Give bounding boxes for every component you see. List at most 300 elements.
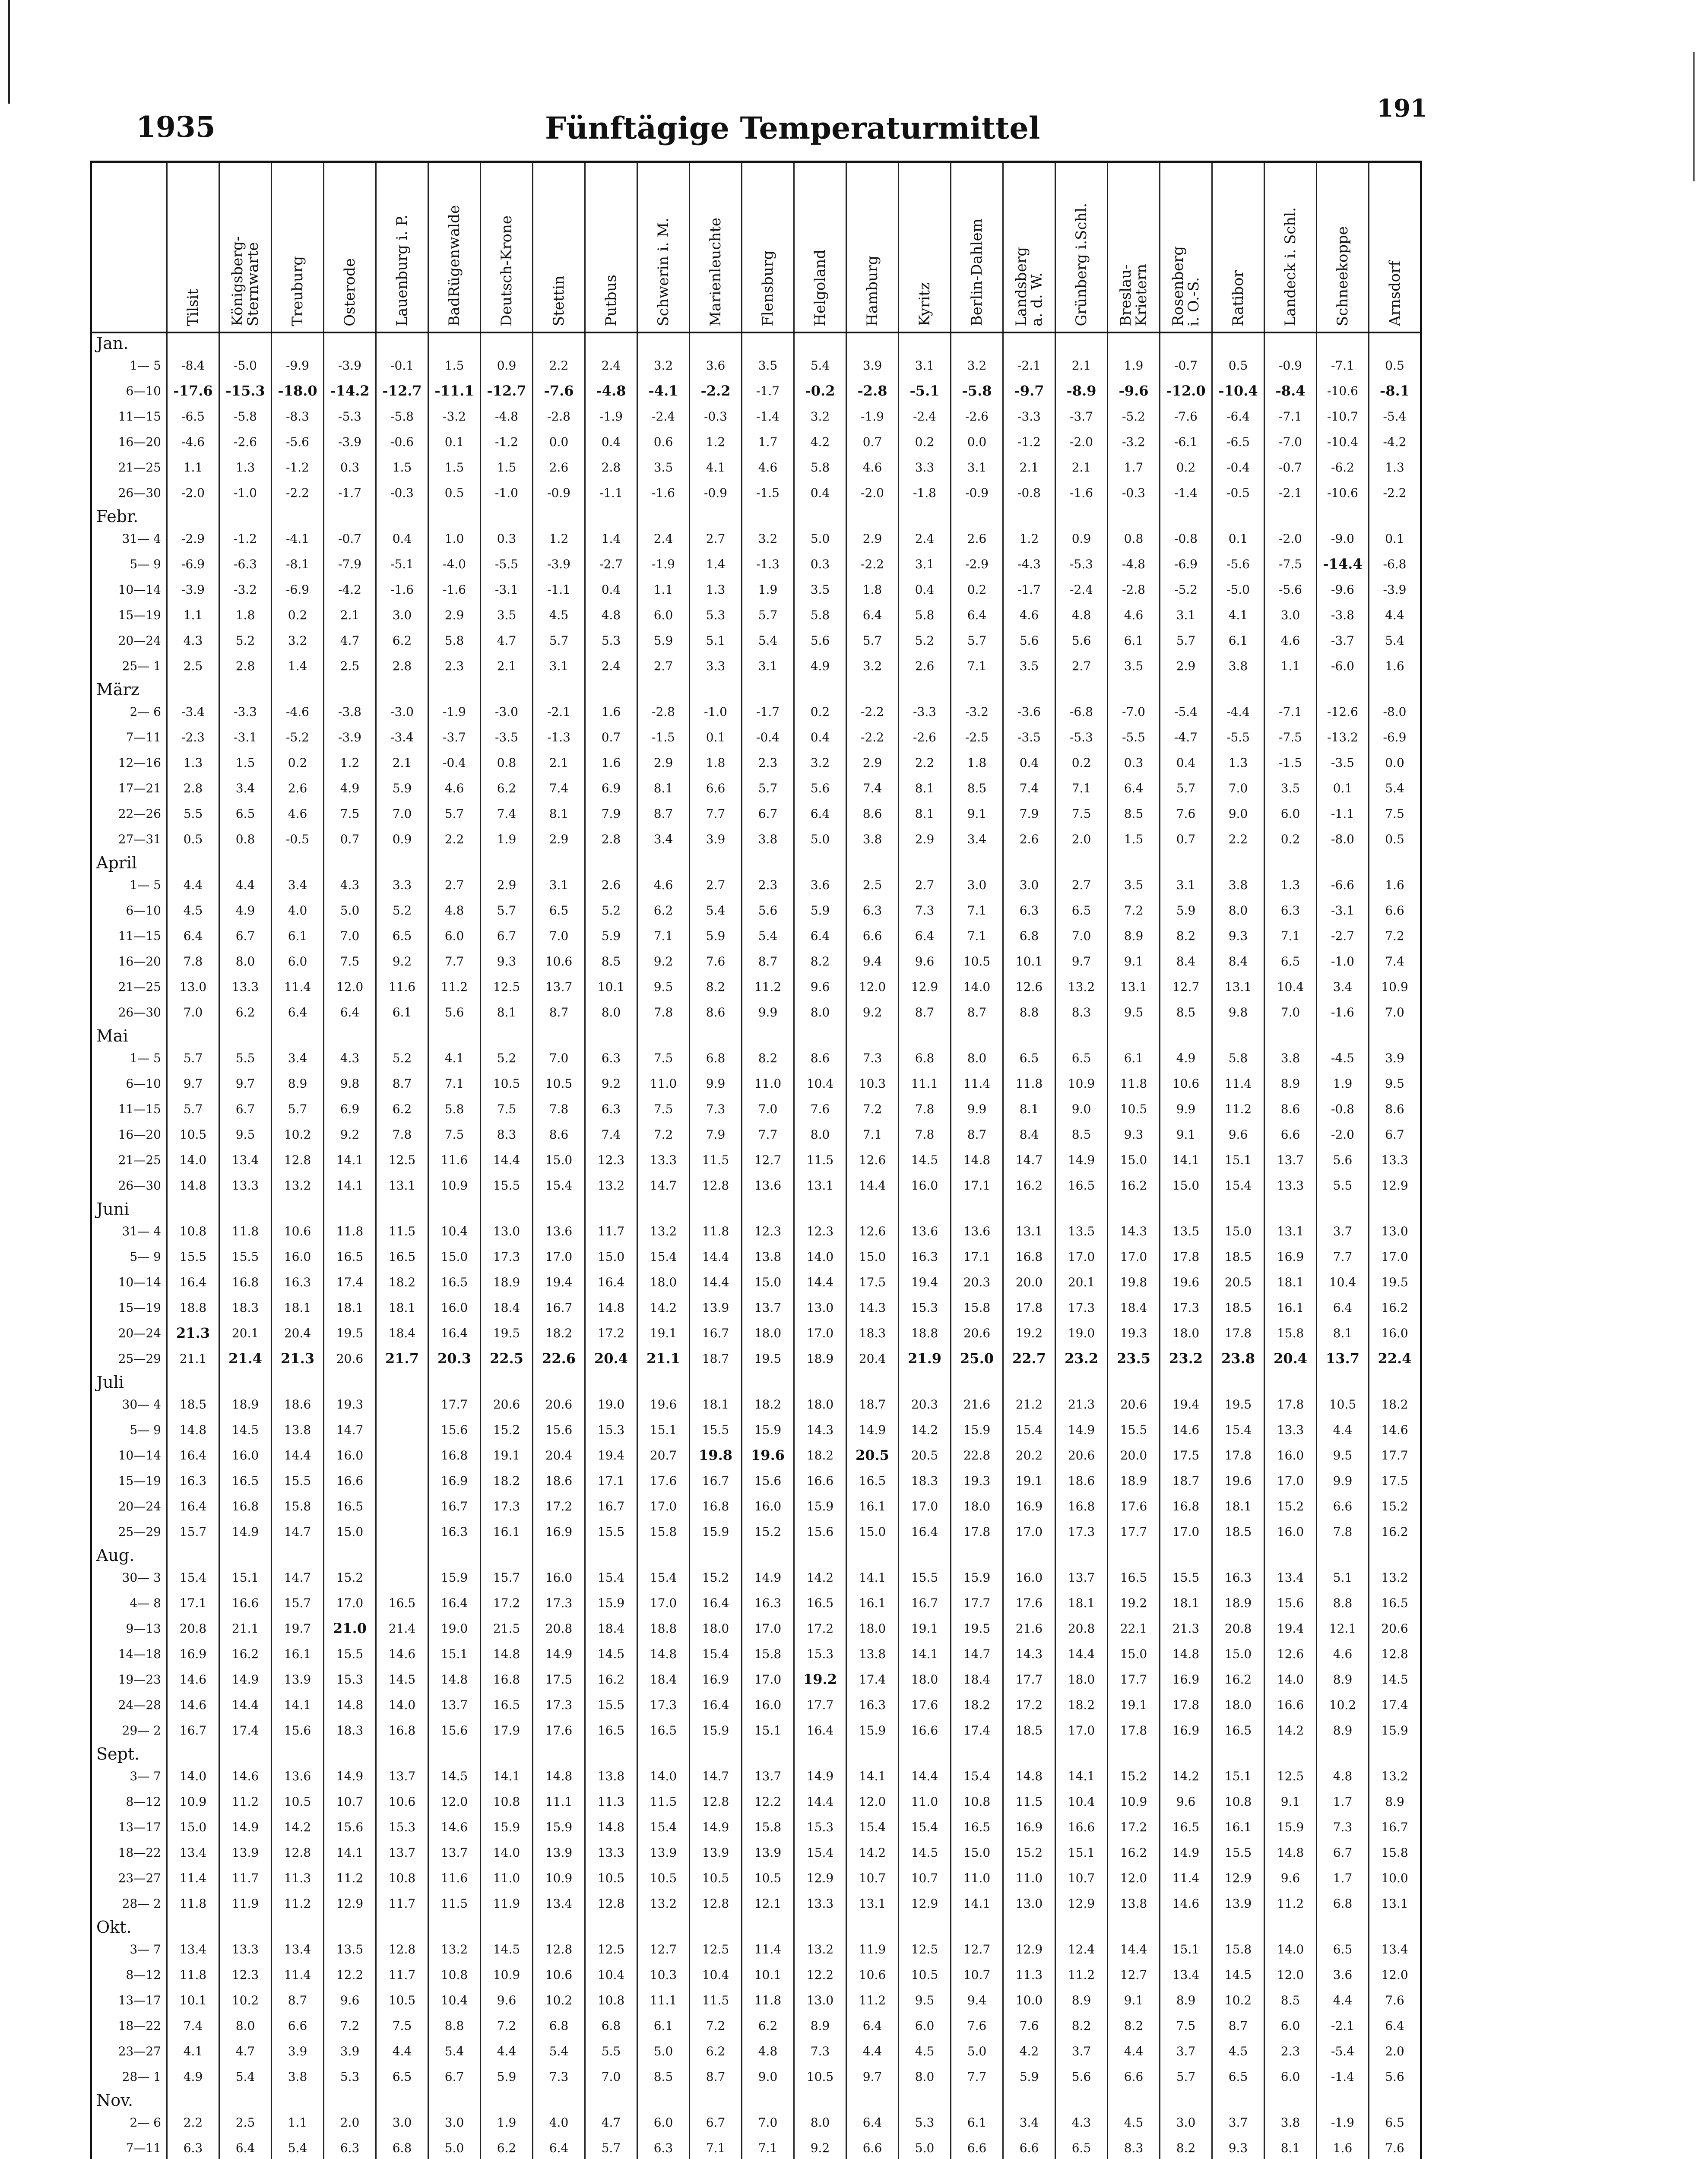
temperature-cell: 9.6 bbox=[1212, 1122, 1264, 1147]
empty-cell bbox=[533, 1916, 585, 1937]
temperature-cell: 1.2 bbox=[324, 750, 376, 776]
temperature-cell: 5.4 bbox=[428, 2039, 481, 2064]
temperature-cell: 8.8 bbox=[1003, 1000, 1055, 1025]
temperature-cell: -5.8 bbox=[376, 404, 428, 429]
temperature-cell: 13.1 bbox=[1369, 1891, 1421, 1916]
temperature-cell: 12.6 bbox=[846, 1147, 899, 1173]
temperature-cell: 17.0 bbox=[1108, 1244, 1160, 1269]
temperature-cell: 4.6 bbox=[1317, 1641, 1369, 1667]
temperature-cell: -5.0 bbox=[219, 353, 272, 378]
empty-cell bbox=[637, 1916, 690, 1937]
temperature-cell: 13.6 bbox=[951, 1219, 1003, 1244]
month-row bbox=[91, 1198, 1421, 1219]
temperature-cell: 17.4 bbox=[951, 1718, 1003, 1743]
temperature-cell: 4.8 bbox=[428, 898, 481, 923]
empty-cell bbox=[376, 2089, 428, 2110]
empty-cell bbox=[637, 1545, 690, 1565]
temperature-cell: 4.4 bbox=[1369, 602, 1421, 628]
temperature-cell: 15.4 bbox=[167, 1565, 219, 1590]
empty-cell bbox=[899, 1025, 951, 1045]
period-label: 21—25 bbox=[91, 1147, 167, 1173]
temperature-cell: 14.0 bbox=[167, 1763, 219, 1789]
temperature-cell: 8.0 bbox=[219, 2013, 272, 2039]
table-row bbox=[91, 429, 1421, 455]
temperature-cell: 3.7 bbox=[1212, 2110, 1264, 2135]
temperature-cell: 18.9 bbox=[481, 1269, 533, 1295]
temperature-cell: 11.8 bbox=[167, 1891, 219, 1916]
temperature-cell: -9.9 bbox=[272, 353, 324, 378]
temperature-cell: 16.0 bbox=[742, 1692, 794, 1718]
temperature-cell: -4.7 bbox=[1160, 725, 1212, 750]
temperature-cell: 2.5 bbox=[167, 653, 219, 679]
temperature-cell: 16.5 bbox=[1160, 1814, 1212, 1840]
temperature-cell: 17.3 bbox=[637, 1692, 690, 1718]
empty-cell bbox=[846, 332, 899, 353]
temperature-cell: 1.9 bbox=[742, 577, 794, 602]
temperature-cell: 0.7 bbox=[324, 826, 376, 852]
temperature-cell: 2.5 bbox=[324, 653, 376, 679]
temperature-cell: 11.6 bbox=[428, 1865, 481, 1891]
temperature-cell bbox=[376, 1519, 428, 1545]
empty-cell bbox=[167, 1743, 219, 1763]
temperature-cell: 5.4 bbox=[742, 923, 794, 949]
temperature-cell: 7.4 bbox=[1369, 949, 1421, 974]
temperature-cell: 9.5 bbox=[899, 1988, 951, 2013]
temperature-cell: -8.1 bbox=[272, 551, 324, 577]
empty-cell bbox=[481, 1916, 533, 1937]
temperature-cell: 0.3 bbox=[481, 526, 533, 551]
temperature-cell: 21.3 bbox=[167, 1320, 219, 1346]
temperature-cell: -2.2 bbox=[1369, 480, 1421, 506]
temperature-cell: 5.0 bbox=[794, 826, 846, 852]
temperature-cell: 3.4 bbox=[1003, 2110, 1055, 2135]
temperature-cell: 16.8 bbox=[481, 1667, 533, 1692]
temperature-cell: 14.9 bbox=[219, 1814, 272, 1840]
temperature-cell: -2.3 bbox=[167, 725, 219, 750]
temperature-cell: 4.9 bbox=[167, 2064, 219, 2089]
temperature-cell: 19.1 bbox=[481, 1443, 533, 1468]
temperature-cell: 6.0 bbox=[899, 2013, 951, 2039]
temperature-cell: 16.2 bbox=[1369, 1519, 1421, 1545]
temperature-cell: 8.1 bbox=[481, 1000, 533, 1025]
temperature-cell: 14.4 bbox=[690, 1244, 742, 1269]
temperature-cell: 9.9 bbox=[690, 1071, 742, 1096]
temperature-cell: 5.8 bbox=[1212, 1045, 1264, 1071]
temperature-cell: 6.4 bbox=[219, 2135, 272, 2159]
temperature-cell: 8.1 bbox=[533, 801, 585, 826]
temperature-cell: 19.0 bbox=[428, 1616, 481, 1641]
temperature-cell: 1.3 bbox=[1369, 455, 1421, 480]
temperature-cell: 13.7 bbox=[376, 1840, 428, 1865]
temperature-cell: 15.5 bbox=[324, 1641, 376, 1667]
empty-cell bbox=[742, 1025, 794, 1045]
temperature-cell: -1.4 bbox=[1160, 480, 1212, 506]
table-row bbox=[91, 628, 1421, 653]
temperature-cell: 5.3 bbox=[324, 2064, 376, 2089]
month-label: Aug. bbox=[91, 1545, 167, 1565]
empty-cell bbox=[794, 679, 846, 699]
temperature-cell: -1.6 bbox=[376, 577, 428, 602]
month-row bbox=[91, 852, 1421, 872]
temperature-cell: 2.3 bbox=[428, 653, 481, 679]
temperature-cell: 7.1 bbox=[637, 923, 690, 949]
empty-cell bbox=[1212, 679, 1264, 699]
period-label: 28— 2 bbox=[91, 1891, 167, 1916]
temperature-cell: 13.4 bbox=[219, 1147, 272, 1173]
station-name: Arnsdorf bbox=[1387, 261, 1403, 326]
temperature-cell: 11.7 bbox=[219, 1865, 272, 1891]
temperature-cell: 6.1 bbox=[1108, 1045, 1160, 1071]
station-name: Kyritz bbox=[917, 282, 932, 326]
temperature-cell: 10.8 bbox=[951, 1789, 1003, 1814]
temperature-cell: 10.6 bbox=[376, 1789, 428, 1814]
station-header bbox=[1212, 162, 1264, 332]
temperature-cell: 7.0 bbox=[324, 923, 376, 949]
temperature-cell: 20.6 bbox=[481, 1392, 533, 1417]
temperature-cell: -1.0 bbox=[1317, 949, 1369, 974]
table-row bbox=[91, 801, 1421, 826]
temperature-cell: 1.9 bbox=[1108, 353, 1160, 378]
period-label: 15—19 bbox=[91, 602, 167, 628]
period-label: 1— 5 bbox=[91, 353, 167, 378]
period-label: 12—16 bbox=[91, 750, 167, 776]
empty-cell bbox=[533, 1371, 585, 1392]
temperature-cell: 13.9 bbox=[219, 1840, 272, 1865]
temperature-cell: 14.5 bbox=[428, 1763, 481, 1789]
station-name: Schneekoppe bbox=[1335, 226, 1350, 326]
station-header bbox=[1108, 162, 1160, 332]
temperature-cell: 14.4 bbox=[219, 1692, 272, 1718]
empty-cell bbox=[899, 1371, 951, 1392]
temperature-cell: 16.0 bbox=[1264, 1443, 1317, 1468]
temperature-cell: 8.7 bbox=[690, 2064, 742, 2089]
temperature-cell: 12.7 bbox=[637, 1937, 690, 1962]
temperature-cell: 0.0 bbox=[1369, 750, 1421, 776]
temperature-cell: 16.1 bbox=[481, 1519, 533, 1545]
temperature-cell: 18.0 bbox=[794, 1392, 846, 1417]
empty-cell bbox=[1160, 332, 1212, 353]
temperature-cell: 12.3 bbox=[219, 1962, 272, 1988]
temperature-cell: 18.2 bbox=[533, 1320, 585, 1346]
station-header bbox=[1055, 162, 1108, 332]
period-label: 9—13 bbox=[91, 1616, 167, 1641]
temperature-cell: -1.9 bbox=[846, 404, 899, 429]
temperature-cell: 2.3 bbox=[742, 750, 794, 776]
temperature-cell: -2.9 bbox=[167, 526, 219, 551]
temperature-cell: 10.9 bbox=[1369, 974, 1421, 1000]
temperature-cell: 6.7 bbox=[1317, 1840, 1369, 1865]
month-row bbox=[91, 1371, 1421, 1392]
temperature-cell: 5.8 bbox=[899, 602, 951, 628]
temperature-cell: 17.7 bbox=[1369, 1443, 1421, 1468]
temperature-cell: 2.8 bbox=[585, 455, 637, 480]
temperature-cell: 17.3 bbox=[533, 1692, 585, 1718]
temperature-cell: 1.1 bbox=[1264, 653, 1317, 679]
temperature-cell: -5.6 bbox=[1264, 577, 1317, 602]
temperature-cell: 12.8 bbox=[533, 1937, 585, 1962]
empty-cell bbox=[951, 1545, 1003, 1565]
temperature-cell: 0.0 bbox=[951, 429, 1003, 455]
table-row bbox=[91, 2039, 1421, 2064]
table-row bbox=[91, 1346, 1421, 1371]
temperature-cell: 16.6 bbox=[1055, 1814, 1108, 1840]
temperature-cell: -2.2 bbox=[272, 480, 324, 506]
temperature-cell: 4.0 bbox=[272, 898, 324, 923]
temperature-cell: 8.3 bbox=[1108, 2135, 1160, 2159]
temperature-cell: -1.0 bbox=[690, 699, 742, 725]
temperature-cell: 7.5 bbox=[428, 1122, 481, 1147]
temperature-cell: 12.3 bbox=[585, 1147, 637, 1173]
empty-cell bbox=[1317, 1371, 1369, 1392]
temperature-cell: 5.6 bbox=[1369, 2064, 1421, 2089]
temperature-cell: 13.7 bbox=[533, 974, 585, 1000]
temperature-cell: 9.9 bbox=[1317, 1468, 1369, 1494]
temperature-cell: 6.2 bbox=[637, 898, 690, 923]
temperature-cell: 11.7 bbox=[585, 1219, 637, 1244]
temperature-cell: 14.9 bbox=[219, 1519, 272, 1545]
empty-cell bbox=[428, 679, 481, 699]
empty-cell bbox=[951, 332, 1003, 353]
table-row bbox=[91, 480, 1421, 506]
temperature-cell: 13.3 bbox=[219, 974, 272, 1000]
empty-cell bbox=[1317, 506, 1369, 526]
temperature-cell: 9.7 bbox=[1055, 949, 1108, 974]
temperature-cell: 11.4 bbox=[272, 974, 324, 1000]
temperature-cell: 2.9 bbox=[533, 826, 585, 852]
empty-cell bbox=[1160, 679, 1212, 699]
temperature-cell: 15.5 bbox=[585, 1519, 637, 1545]
empty-cell bbox=[1160, 1545, 1212, 1565]
empty-cell bbox=[376, 1025, 428, 1045]
table-row bbox=[91, 577, 1421, 602]
temperature-cell: 15.5 bbox=[585, 1692, 637, 1718]
temperature-cell: 10.2 bbox=[1317, 1692, 1369, 1718]
temperature-cell: -2.0 bbox=[846, 480, 899, 506]
temperature-cell: 10.7 bbox=[324, 1789, 376, 1814]
temperature-cell: 25.0 bbox=[951, 1346, 1003, 1371]
temperature-cell: 13.9 bbox=[1212, 1891, 1264, 1916]
temperature-cell: 10.5 bbox=[951, 949, 1003, 974]
temperature-cell: -8.9 bbox=[1055, 378, 1108, 404]
temperature-cell: -6.9 bbox=[1160, 551, 1212, 577]
temperature-cell: 5.2 bbox=[219, 628, 272, 653]
empty-cell bbox=[533, 1025, 585, 1045]
temperature-cell: 16.4 bbox=[428, 1320, 481, 1346]
empty-cell bbox=[690, 1545, 742, 1565]
temperature-cell: 7.0 bbox=[1055, 923, 1108, 949]
temperature-cell: 6.0 bbox=[637, 2110, 690, 2135]
temperature-cell: 15.9 bbox=[1264, 1814, 1317, 1840]
temperature-cell: 3.9 bbox=[324, 2039, 376, 2064]
table-row bbox=[91, 1937, 1421, 1962]
temperature-cell: 14.3 bbox=[794, 1417, 846, 1443]
temperature-cell: 6.5 bbox=[1212, 2064, 1264, 2089]
period-label: 16—20 bbox=[91, 1122, 167, 1147]
temperature-cell: 14.4 bbox=[794, 1789, 846, 1814]
temperature-cell: 13.3 bbox=[585, 1840, 637, 1865]
table-row bbox=[91, 1840, 1421, 1865]
temperature-cell: 8.1 bbox=[1003, 1096, 1055, 1122]
temperature-cell: 4.5 bbox=[167, 898, 219, 923]
temperature-cell: 18.6 bbox=[533, 1468, 585, 1494]
temperature-cell: 7.0 bbox=[376, 801, 428, 826]
empty-cell bbox=[219, 679, 272, 699]
temperature-cell: 1.4 bbox=[690, 551, 742, 577]
temperature-cell: 7.6 bbox=[690, 949, 742, 974]
temperature-cell: -1.8 bbox=[899, 480, 951, 506]
temperature-cell: 17.0 bbox=[533, 1244, 585, 1269]
temperature-cell: -4.0 bbox=[428, 551, 481, 577]
temperature-cell: 16.0 bbox=[1369, 1320, 1421, 1346]
temperature-cell: 15.6 bbox=[428, 1417, 481, 1443]
temperature-cell: 2.0 bbox=[1369, 2039, 1421, 2064]
empty-cell bbox=[481, 506, 533, 526]
temperature-cell: 17.5 bbox=[533, 1667, 585, 1692]
empty-cell bbox=[481, 1743, 533, 1763]
temperature-cell: -2.0 bbox=[167, 480, 219, 506]
temperature-cell: -3.0 bbox=[376, 699, 428, 725]
temperature-cell: 15.0 bbox=[846, 1519, 899, 1545]
temperature-cell: 17.5 bbox=[1160, 1443, 1212, 1468]
temperature-cell bbox=[376, 1468, 428, 1494]
temperature-cell: 18.5 bbox=[1212, 1295, 1264, 1320]
temperature-cell: 11.2 bbox=[219, 1789, 272, 1814]
empty-cell bbox=[428, 1371, 481, 1392]
temperature-cell: -5.6 bbox=[1212, 551, 1264, 577]
empty-cell bbox=[428, 332, 481, 353]
temperature-cell: 6.5 bbox=[376, 923, 428, 949]
temperature-cell: 18.6 bbox=[272, 1392, 324, 1417]
temperature-cell: 21.3 bbox=[1160, 1616, 1212, 1641]
temperature-cell: 18.1 bbox=[690, 1392, 742, 1417]
table-row bbox=[91, 1320, 1421, 1346]
temperature-cell: 15.1 bbox=[1212, 1147, 1264, 1173]
temperature-cell: 16.5 bbox=[324, 1244, 376, 1269]
temperature-cell: 8.7 bbox=[951, 1000, 1003, 1025]
temperature-cell: 4.6 bbox=[637, 872, 690, 898]
table-row bbox=[91, 1891, 1421, 1916]
temperature-cell: 2.4 bbox=[585, 653, 637, 679]
temperature-cell: 20.6 bbox=[1369, 1616, 1421, 1641]
temperature-cell: 16.5 bbox=[1212, 1718, 1264, 1743]
empty-cell bbox=[637, 1198, 690, 1219]
temperature-cell: 4.6 bbox=[1264, 628, 1317, 653]
temperature-cell: -0.3 bbox=[1108, 480, 1160, 506]
temperature-cell: 9.3 bbox=[1212, 2135, 1264, 2159]
temperature-cell: 17.2 bbox=[1108, 1814, 1160, 1840]
temperature-cell: 2.9 bbox=[846, 526, 899, 551]
temperature-cell: 8.7 bbox=[533, 1000, 585, 1025]
temperature-cell: 21.9 bbox=[899, 1346, 951, 1371]
temperature-cell: 19.6 bbox=[637, 1392, 690, 1417]
temperature-cell: 7.2 bbox=[1369, 923, 1421, 949]
temperature-cell: 12.0 bbox=[428, 1789, 481, 1814]
temperature-cell: 2.1 bbox=[533, 750, 585, 776]
empty-cell bbox=[1317, 1916, 1369, 1937]
temperature-cell: 18.1 bbox=[1264, 1269, 1317, 1295]
temperature-cell: 5.7 bbox=[481, 898, 533, 923]
temperature-cell: 8.6 bbox=[846, 801, 899, 826]
temperature-cell: -4.8 bbox=[1108, 551, 1160, 577]
temperature-cell: -5.4 bbox=[1369, 404, 1421, 429]
temperature-cell: 12.3 bbox=[794, 1219, 846, 1244]
temperature-cell: -0.5 bbox=[1212, 480, 1264, 506]
temperature-cell: 15.5 bbox=[167, 1244, 219, 1269]
period-label: 18—22 bbox=[91, 2013, 167, 2039]
temperature-cell: 7.0 bbox=[1264, 1000, 1317, 1025]
temperature-cell: -7.1 bbox=[1264, 699, 1317, 725]
station-header bbox=[637, 162, 690, 332]
temperature-cell: -5.5 bbox=[1108, 725, 1160, 750]
temperature-cell: 6.6 bbox=[1369, 898, 1421, 923]
temperature-cell: 14.6 bbox=[1160, 1417, 1212, 1443]
table-row bbox=[91, 602, 1421, 628]
temperature-cell: -9.0 bbox=[1317, 526, 1369, 551]
temperature-cell: 5.4 bbox=[272, 2135, 324, 2159]
temperature-cell: -0.1 bbox=[376, 353, 428, 378]
temperature-cell: 14.9 bbox=[533, 1641, 585, 1667]
temperature-cell: 19.8 bbox=[1108, 1269, 1160, 1295]
temperature-cell: 15.5 bbox=[1108, 1417, 1160, 1443]
temperature-cell: 4.9 bbox=[324, 776, 376, 801]
temperature-cell: 2.7 bbox=[899, 872, 951, 898]
empty-cell bbox=[742, 1545, 794, 1565]
temperature-cell: 19.0 bbox=[585, 1392, 637, 1417]
empty-cell bbox=[690, 679, 742, 699]
empty-cell bbox=[899, 852, 951, 872]
temperature-cell: 13.2 bbox=[1369, 1565, 1421, 1590]
temperature-cell: 18.0 bbox=[951, 1494, 1003, 1519]
temperature-cell: 7.0 bbox=[742, 1096, 794, 1122]
empty-cell bbox=[1003, 506, 1055, 526]
temperature-cell: 6.3 bbox=[846, 898, 899, 923]
period-label: 31— 4 bbox=[91, 1219, 167, 1244]
period-label: 25—29 bbox=[91, 1346, 167, 1371]
temperature-cell: 18.4 bbox=[585, 1616, 637, 1641]
empty-cell bbox=[1317, 1545, 1369, 1565]
temperature-cell: 3.0 bbox=[1160, 2110, 1212, 2135]
temperature-cell: 4.2 bbox=[794, 429, 846, 455]
temperature-cell: -1.2 bbox=[219, 526, 272, 551]
temperature-cell: 6.2 bbox=[690, 2039, 742, 2064]
temperature-cell: 7.1 bbox=[951, 898, 1003, 923]
temperature-cell: 16.3 bbox=[899, 1244, 951, 1269]
temperature-cell: 11.9 bbox=[481, 1891, 533, 1916]
empty-cell bbox=[533, 506, 585, 526]
temperature-cell: 16.8 bbox=[219, 1494, 272, 1519]
temperature-cell: 15.4 bbox=[794, 1840, 846, 1865]
temperature-cell: 2.1 bbox=[1055, 353, 1108, 378]
temperature-cell bbox=[376, 1565, 428, 1590]
temperature-cell: 22.4 bbox=[1369, 1346, 1421, 1371]
temperature-cell: -8.4 bbox=[1264, 378, 1317, 404]
table-row bbox=[91, 2064, 1421, 2089]
table-row bbox=[91, 776, 1421, 801]
temperature-cell bbox=[376, 1417, 428, 1443]
temperature-cell: -1.7 bbox=[742, 378, 794, 404]
temperature-cell: 3.2 bbox=[846, 653, 899, 679]
empty-cell bbox=[272, 1025, 324, 1045]
temperature-cell: 10.5 bbox=[533, 1071, 585, 1096]
temperature-cell: 8.3 bbox=[1055, 1000, 1108, 1025]
temperature-cell: -0.6 bbox=[376, 429, 428, 455]
temperature-cell: -5.8 bbox=[951, 378, 1003, 404]
temperature-cell: 14.1 bbox=[481, 1763, 533, 1789]
temperature-cell: 6.8 bbox=[1317, 1891, 1369, 1916]
temperature-cell: 18.5 bbox=[167, 1392, 219, 1417]
table-row bbox=[91, 551, 1421, 577]
empty-cell bbox=[1108, 506, 1160, 526]
